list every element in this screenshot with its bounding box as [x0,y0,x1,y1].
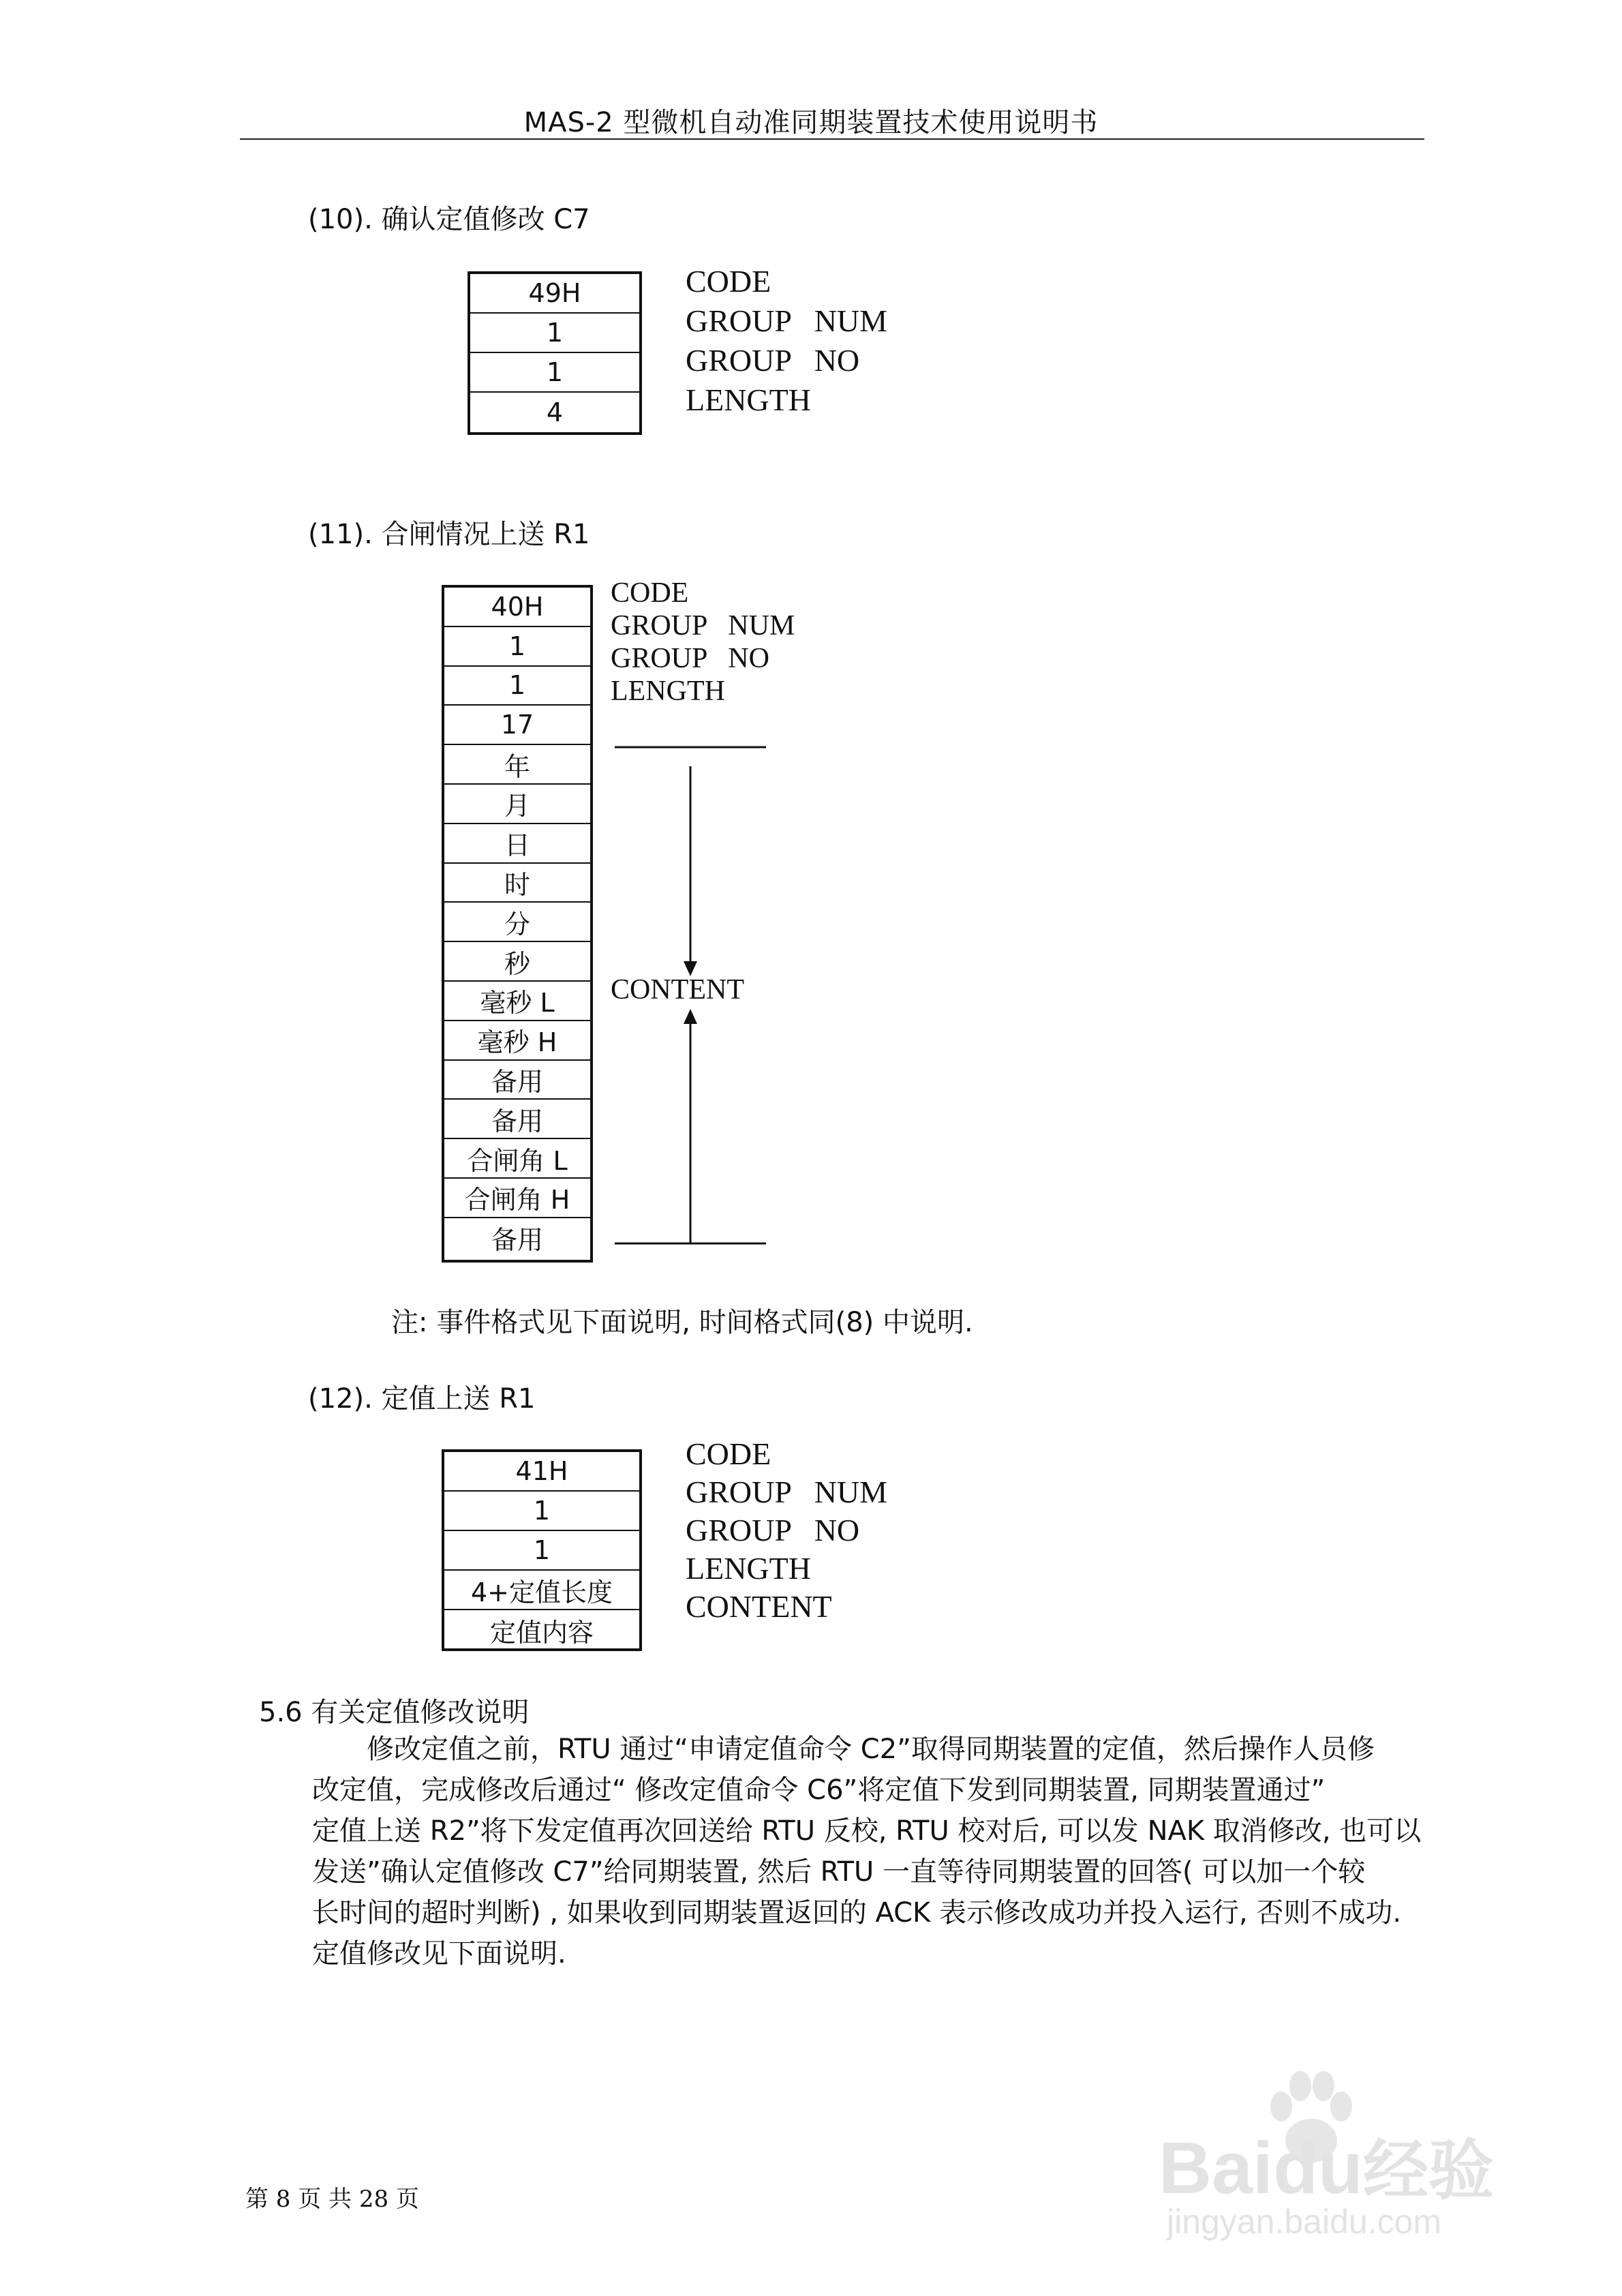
frame-cell: 1 [444,1492,639,1531]
frame-cell: 时 [444,864,590,903]
frame-label: GROUP NO [686,1513,860,1547]
frame-cell: 月 [444,785,590,824]
frame-label: CODE [686,1436,771,1471]
section-12-title: (12). 定值上送 R1 [308,1383,536,1415]
frame-cell: 17 [444,706,590,745]
section-11-title: (11). 合闸情况上送 R1 [308,519,590,550]
frame-cell: 日 [444,824,590,864]
frame-label: LENGTH [686,382,811,417]
paragraph-line: 定值上送 R2”将下发定值再次回送给 RTU 反校, RTU 校对后, 可以发 NAK 取消修改, 也可以 [312,1815,1422,1847]
frame-label: LENGTH [611,676,725,707]
frame-cell: 1 [470,314,639,353]
frame-cell: 毫秒 L [444,982,590,1021]
frame-cell: 分 [444,903,590,942]
frame-cell: 41H [444,1452,639,1492]
frame-cell: 49H [470,274,639,314]
frame-table-r1-setting [442,1449,642,1651]
frame-label: GROUP NUM [686,1475,888,1509]
frame-cell: 4+定值长度 [444,1571,639,1610]
frame-label: GROUP NO [611,643,769,674]
paragraph-line: 改定值，完成修改后通过“ 修改定值命令 C6”将定值下发到同期装置, 同期装置通过” [312,1774,1326,1806]
content-label: CONTENT [611,974,744,1006]
watermark-brand: Baidu [1159,2126,1364,2209]
frame-cell: 毫秒 H [444,1021,590,1061]
paragraph-line: 定值修改见下面说明. [312,1938,566,1969]
frame-cell: 年 [444,745,590,785]
frame-cell: 1 [444,627,590,667]
section-5-6-title: 5.6 有关定值修改说明 [259,1697,530,1728]
paragraph-line: 长时间的超时判断) , 如果收到同期装置返回的 ACK 表示修改成功并投入运行, 否则不成功. [312,1897,1402,1929]
watermark-suffix: 经验 [1363,2134,1495,2207]
frame-label: CONTENT [686,1589,832,1624]
frame-label: LENGTH [686,1551,811,1586]
frame-cell: 4 [546,397,564,427]
arrow-up-icon [684,1009,697,1024]
frame-cell: 定值内容 [489,1617,594,1648]
page-header-title: MAS-2 型微机自动准同期装置技术使用说明书 [523,107,1099,138]
section-10-title: (10). 确认定值修改 C7 [308,204,590,235]
frame-label: CODE [686,264,771,299]
frame-cell: 备用 [444,1061,590,1100]
frame-label: GROUP NUM [611,610,795,641]
frame-cell: 合闸角 H [444,1179,590,1218]
page-footer: 第 8 页 共 28 页 [245,2186,419,2213]
frame-cell: 秒 [444,942,590,982]
frame-cell: 合闸角 L [444,1139,590,1179]
frame-label: CODE [611,577,689,609]
frame-cell: 1 [444,1531,639,1571]
header-divider [240,138,1424,140]
paragraph-line: 发送”确认定值修改 C7”给同期装置, 然后 RTU 一直等待同期装置的回答( 可以加一个较 [312,1856,1366,1888]
frame-cell: 1 [470,353,639,393]
frame-label: GROUP NUM [686,303,888,338]
section-5-6-body [312,1729,1430,1974]
frame-table-c7 [468,271,642,435]
frame-cell: 40H [444,588,590,627]
paragraph-line: 修改定值之前，RTU 通过“申请定值命令 C2”取得同期装置的定值，然后操作人员修 [312,1734,1375,1765]
watermark-url: jingyan.baidu.com [1167,2203,1442,2241]
baidu-jingyan-watermark [1159,2066,1540,2243]
frame-table-r1-close [442,585,593,1263]
frame-label: GROUP NO [686,343,860,378]
section-11-note: 注: 事件格式见下面说明, 时间格式同(8) 中说明. [391,1307,973,1338]
frame-cell: 备用 [444,1100,590,1139]
frame-cell: 1 [444,667,590,706]
frame-cell: 备用 [491,1225,543,1256]
